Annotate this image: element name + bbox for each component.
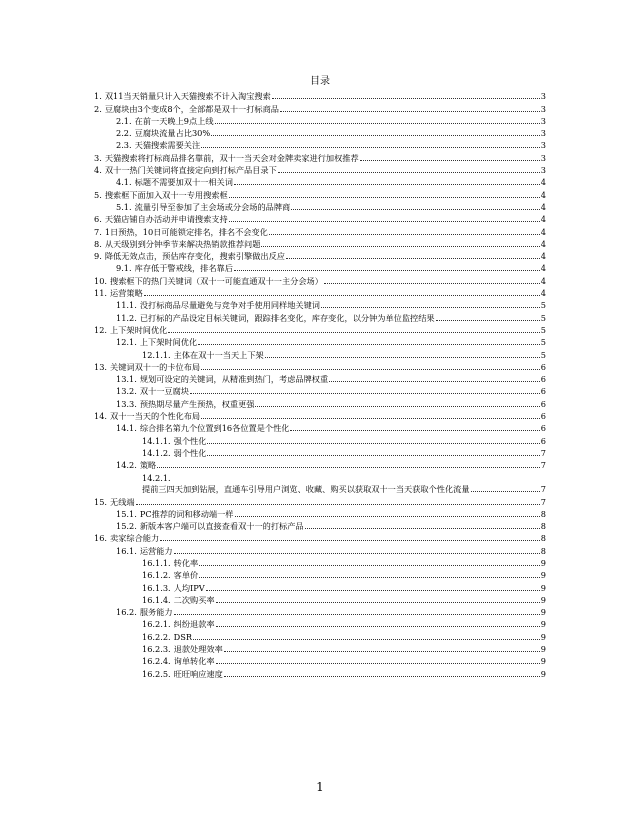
toc-entry-page: 5 <box>540 324 546 335</box>
toc-entry-page: 3 <box>540 103 546 114</box>
toc-entry-text: 天猫搜索需要关注 <box>134 140 201 151</box>
toc-leader-dots <box>234 270 540 271</box>
toc-entry-number: 16. <box>94 533 108 544</box>
toc-entry-page: 9 <box>540 557 546 568</box>
toc-entry[interactable] <box>94 471 546 495</box>
toc-entry[interactable] <box>94 238 546 250</box>
toc-leader-dots <box>216 663 540 664</box>
toc-entry-text: 客单价 <box>173 570 199 581</box>
toc-entry-page: 6 <box>540 361 546 372</box>
toc-entry-number: 2.3. <box>116 140 132 151</box>
toc-entry-number: 15.1. <box>116 508 137 519</box>
toc-entry-number: 11.1. <box>116 300 137 311</box>
toc-entry[interactable] <box>94 176 546 188</box>
toc-entry-number: 16.1.3. <box>142 582 171 593</box>
toc-entry-text: 主体在双十一当天上下架 <box>173 349 264 360</box>
toc-entry-page: 4 <box>540 177 546 188</box>
toc-leader-dots <box>201 418 540 419</box>
toc-entry[interactable] <box>94 225 546 237</box>
page-number: 1 <box>316 780 324 794</box>
toc-leader-dots <box>207 443 539 444</box>
toc-entry[interactable] <box>94 459 546 471</box>
toc-entry-number: 16.2.3. <box>142 644 171 655</box>
toc-entry-page: 9 <box>540 631 546 642</box>
toc-entry[interactable] <box>94 397 546 409</box>
toc-entry[interactable] <box>94 115 546 127</box>
toc-entry-text: 卖家综合能力 <box>110 533 160 544</box>
toc-entry-number: 16.1. <box>116 545 137 556</box>
toc-entry-text: 标题不需要加双十一相关词 <box>134 177 233 188</box>
toc-entry-page: 8 <box>540 533 546 544</box>
toc-leader-dots <box>321 307 540 308</box>
toc-entry-text: 策略 <box>139 460 157 471</box>
toc-entry-number: 2.2. <box>116 128 132 139</box>
toc-leader-dots <box>211 135 540 136</box>
toc-entry-page: 9 <box>540 582 546 593</box>
toc-entry[interactable] <box>94 655 546 667</box>
toc-entry[interactable] <box>94 274 546 286</box>
toc-entry-text: 提前三四天加到钻展，直通车引导用户浏览、收藏、购买以获取双十一当天获取个性化流量 <box>142 484 470 495</box>
toc-entry-text: 双11当天销量只计入天猫搜索不计入淘宝搜索 <box>104 91 271 102</box>
toc-leader-dots <box>290 430 539 431</box>
toc-leader-dots <box>280 111 540 112</box>
toc-entry-number: 12.1.1. <box>142 349 171 360</box>
toc-entry-text: PC推荐的词和移动端一样 <box>139 508 234 519</box>
toc-entry-number: 2. <box>94 103 102 114</box>
toc-entry-page: 4 <box>540 238 546 249</box>
toc-leader-dots <box>216 602 540 603</box>
toc-entry-number: 16.2. <box>116 607 137 618</box>
toc-entry-page: 8 <box>540 545 546 556</box>
toc-leader-dots <box>235 516 540 517</box>
toc-entry-text: 已打标的产品设定目标关键词，跟踪排名变化，库存变化，以分钟为单位监控结果 <box>139 312 435 323</box>
toc-entry[interactable] <box>94 324 546 336</box>
toc-entry-page: 6 <box>540 398 546 409</box>
toc-leader-dots <box>216 626 540 627</box>
toc-entry-page: 3 <box>540 165 546 176</box>
toc-entry-text: 豆腐块流量占比30% <box>134 128 211 139</box>
toc-entry[interactable] <box>94 287 546 299</box>
toc-entry[interactable] <box>94 385 546 397</box>
toc-entry-number: 13.3. <box>116 398 137 409</box>
toc-entry[interactable] <box>94 532 546 544</box>
toc-leader-dots <box>224 676 540 677</box>
toc-entry-number: 16.2.5. <box>142 668 171 679</box>
toc-entry-number: 4.1. <box>116 177 132 188</box>
toc-entry-page: 9 <box>540 594 546 605</box>
toc-entry-number: 2.1. <box>116 115 132 126</box>
toc-entry-page: 4 <box>540 251 546 262</box>
toc-entry[interactable] <box>94 618 546 630</box>
toc-entry-number: 12. <box>94 324 108 335</box>
toc-entry-text: 搜索框下面加入双十一专用搜索框 <box>104 189 228 200</box>
toc-entry-text: 弱个性化 <box>173 447 207 458</box>
toc-entry-number: 5. <box>94 189 102 200</box>
toc-entry-page: 9 <box>540 570 546 581</box>
toc-entry[interactable] <box>94 422 546 434</box>
toc-entry[interactable] <box>94 299 546 311</box>
toc-entry-page: 6 <box>540 423 546 434</box>
toc-leader-dots <box>229 221 540 222</box>
toc-entry-page: 6 <box>540 374 546 385</box>
toc-entry-page: 9 <box>540 619 546 630</box>
toc-leader-dots <box>471 491 540 492</box>
toc-leader-dots <box>436 320 540 321</box>
toc-entry-text: 询单转化率 <box>173 656 215 667</box>
toc-entry-text: 转化率 <box>173 557 199 568</box>
toc-entry[interactable] <box>94 373 546 385</box>
toc-entry[interactable] <box>94 348 546 360</box>
toc-entry-text: 搜索框下的热门关键词（双十一可能直通双十一主分会场） <box>110 275 323 286</box>
toc-entry-number: 11.2. <box>116 312 137 323</box>
toc-leader-dots <box>255 406 539 407</box>
toc-leader-dots <box>265 357 540 358</box>
toc-entry-number: 15. <box>94 496 108 507</box>
toc-entry-text: 人均IPV <box>173 582 205 593</box>
toc-leader-dots <box>215 123 540 124</box>
toc-entry-number: 16.1.4. <box>142 594 171 605</box>
toc-entry[interactable] <box>94 127 546 139</box>
toc-entry-text: 运营能力 <box>139 545 173 556</box>
toc-entry-page: 4 <box>540 263 546 274</box>
toc-entry-page: 9 <box>540 644 546 655</box>
toc-entry[interactable] <box>94 447 546 459</box>
toc-entry[interactable] <box>94 581 546 593</box>
toc-entry-text: 旺旺响应速度 <box>173 668 223 679</box>
toc-entry-text: 强个性化 <box>173 435 207 446</box>
toc-leader-dots <box>190 393 540 394</box>
toc-entry-text: 双十一豆腐块 <box>139 386 189 397</box>
toc-entry-page: 5 <box>540 300 546 311</box>
toc-entry-number: 16.2.1. <box>142 619 171 630</box>
toc-entry-number: 9.1. <box>116 263 132 274</box>
toc-entry-page: 7 <box>540 447 546 458</box>
toc-leader-dots <box>324 283 540 284</box>
toc-leader-dots <box>234 184 540 185</box>
toc-leader-dots <box>272 98 540 99</box>
toc-entry-text: 运营策略 <box>110 288 143 299</box>
toc-entry-number: 12.1. <box>116 337 137 348</box>
toc-entry-text: 天猫店铺自办活动并申请搜索支持 <box>104 214 228 225</box>
toc-entry-number: 8. <box>94 238 102 249</box>
toc-entry-text: 上下架时间优化 <box>110 324 168 335</box>
toc-entry-page: 3 <box>540 152 546 163</box>
toc-leader-dots <box>201 369 540 370</box>
toc-entry-number: 13.1. <box>116 374 137 385</box>
toc-entry-text: 上下架时间优化 <box>139 337 198 348</box>
toc-leader-dots <box>329 381 540 382</box>
toc-entry-text: 没打标商品尽量避免与竞争对手使用同样地关键词 <box>139 300 320 311</box>
toc-entry-text: 豆腐块由3个变成8个，全部都是双十一打标商品 <box>104 103 279 114</box>
toc-entry-page: 5 <box>540 312 546 323</box>
toc-entry-page: 6 <box>540 386 546 397</box>
toc-entry-page: 7 <box>540 484 546 495</box>
toc-entry-text: 1日预热，10日可能锁定排名，排名不会变化 <box>104 226 268 237</box>
toc-entry[interactable] <box>94 569 546 581</box>
toc-entry-text: 预热期尽量产生预热，权重更强 <box>139 398 255 409</box>
toc-entry[interactable] <box>94 311 546 323</box>
toc-entry-number: 9. <box>94 251 102 262</box>
toc-entry-text: 流量引导至参加了主会场或分会场的品牌商 <box>134 201 291 212</box>
toc-leader-dots <box>286 258 540 259</box>
toc-leader-dots <box>160 540 540 541</box>
toc-entry-text: 在前一天晚上9点上线 <box>134 115 214 126</box>
toc-leader-dots <box>206 590 540 591</box>
toc-entry[interactable] <box>94 164 546 176</box>
toc-entry[interactable] <box>94 520 546 532</box>
toc-leader-dots <box>198 344 540 345</box>
toc-entry[interactable] <box>94 139 546 151</box>
toc-entry[interactable] <box>94 606 546 618</box>
toc-entry-number: 7. <box>94 226 102 237</box>
toc-entry[interactable] <box>94 262 546 274</box>
toc-leader-dots <box>305 528 540 529</box>
toc-entry-number: 6. <box>94 214 102 225</box>
toc-leader-dots <box>229 197 540 198</box>
toc-leader-dots <box>199 577 540 578</box>
toc-entry[interactable] <box>94 90 546 102</box>
toc-entry[interactable] <box>94 151 546 163</box>
toc-entry[interactable] <box>94 434 546 446</box>
toc-entry-number: 16.2.4. <box>142 656 171 667</box>
toc-entry-text: 双十一热门关键词将直接定向到打标产品目录下 <box>104 165 277 176</box>
toc-entry-text: 服务能力 <box>139 607 173 618</box>
toc-entry-number: 4. <box>94 165 102 176</box>
toc-entry-page: 8 <box>540 508 546 519</box>
toc-entry-page: 4 <box>540 189 546 200</box>
toc-entry[interactable] <box>94 250 546 262</box>
toc-entry-text: 天猫搜索将打标商品排名靠前，双十一当天会对金牌卖家进行加权推荐 <box>104 152 359 163</box>
toc-leader-dots <box>144 295 540 296</box>
toc-entry[interactable] <box>94 643 546 655</box>
toc-entry-text: 库存低于警戒线，排名靠后 <box>134 263 233 274</box>
toc-entry[interactable] <box>94 361 546 373</box>
toc-entry-text: 关键词双十一的卡位布局 <box>110 361 201 372</box>
toc-leader-dots <box>224 651 540 652</box>
toc-entry-page: 7 <box>540 460 546 471</box>
toc-entry-page: 4 <box>540 214 546 225</box>
toc-entry-number: 16.2.2. <box>142 631 171 642</box>
toc-entry-number: 5.1. <box>116 201 132 212</box>
toc-leader-dots <box>193 639 540 640</box>
toc-entry-text: 退款处理效率 <box>173 644 223 655</box>
toc-leader-dots <box>174 553 540 554</box>
toc-title: 目录 <box>310 76 330 87</box>
toc-entry[interactable] <box>94 594 546 606</box>
toc-entry-number: 13. <box>94 361 108 372</box>
toc-entry[interactable] <box>94 667 546 679</box>
toc-entry[interactable] <box>94 410 546 422</box>
toc-entry-number: 1. <box>94 91 102 102</box>
toc-entry[interactable] <box>94 495 546 507</box>
toc-entry-text: 二次购买率 <box>173 594 215 605</box>
toc-entry[interactable] <box>94 557 546 569</box>
toc-entry-page: 3 <box>540 140 546 151</box>
toc-leader-dots <box>199 565 540 566</box>
toc-entry-page: 9 <box>540 656 546 667</box>
toc-entry-page: 3 <box>540 115 546 126</box>
toc-entry-page: 5 <box>540 349 546 360</box>
toc-entry-page: 4 <box>540 226 546 237</box>
toc-entry-page: 9 <box>540 668 546 679</box>
toc-entry-page: 3 <box>540 91 546 102</box>
toc-entry-text: DSR <box>173 631 192 642</box>
toc-entry-number: 14.1.1. <box>142 435 171 446</box>
toc-entry[interactable] <box>94 213 546 225</box>
toc-entry-number: 13.2. <box>116 386 137 397</box>
toc-entry-number: 14.1.2. <box>142 447 171 458</box>
toc-leader-dots <box>360 160 540 161</box>
toc-entry-text: 双十一当天的个性化布局 <box>110 411 201 422</box>
toc-entry-number: 16.1.2. <box>142 570 171 581</box>
toc-entry-number: 3. <box>94 152 102 163</box>
toc-entry-page: 9 <box>540 607 546 618</box>
toc-leader-dots <box>269 234 540 235</box>
toc-leader-dots <box>291 209 540 210</box>
toc-entry-text: 纠纷退款率 <box>173 619 215 630</box>
toc-entry-page: 5 <box>540 337 546 348</box>
toc-entry-number: 11. <box>94 288 108 299</box>
toc-entry[interactable] <box>94 102 546 114</box>
toc-entry[interactable] <box>94 508 546 520</box>
toc-entry-page: 4 <box>540 275 546 286</box>
toc-entry[interactable] <box>94 630 546 642</box>
toc-entry-text: 新版本客户端可以直接查看双十一的打标产品 <box>139 521 304 532</box>
toc-entry-number: 14.2.1. <box>142 473 171 484</box>
toc-entry-page: 4 <box>540 288 546 299</box>
toc-entry-text: 无线端 <box>110 496 135 507</box>
toc-entry-text: 降低无效点击，预估库存变化，搜索引擎做出反应 <box>104 251 285 262</box>
toc-entry-number: 16.1.1. <box>142 557 171 568</box>
toc-entry-page: 7 <box>540 496 546 507</box>
toc-leader-dots <box>261 246 539 247</box>
toc-entry-page: 8 <box>540 521 546 532</box>
toc-entry[interactable] <box>94 336 546 348</box>
toc-entry[interactable] <box>94 544 546 556</box>
toc-entry-number: 10. <box>94 275 108 286</box>
toc-entry-page: 6 <box>540 411 546 422</box>
toc-leader-dots <box>136 504 540 505</box>
toc-entry[interactable] <box>94 201 546 213</box>
toc-entry-page: 4 <box>540 201 546 212</box>
toc-entry-number: 14. <box>94 411 108 422</box>
toc-entry[interactable] <box>94 188 546 200</box>
toc-entry-text: 综合排名第九个位置到16各位置是个性化 <box>139 423 290 434</box>
toc-entry-number: 15.2. <box>116 521 137 532</box>
toc-leader-dots <box>157 467 540 468</box>
toc-entry-number: 14.2. <box>116 460 137 471</box>
toc-entry-page: 3 <box>540 128 546 139</box>
toc-leader-dots <box>207 455 539 456</box>
toc-entry-text: 从天级别到分钟季节来解决热销款推荐问题 <box>104 238 261 249</box>
toc-entry-number: 14.1. <box>116 423 137 434</box>
toc-entry-text: 规划可设定的关键词，从精准到热门，考虑品牌权重 <box>139 374 329 385</box>
toc-list <box>94 90 546 680</box>
toc-leader-dots <box>278 172 540 173</box>
toc-leader-dots <box>174 614 540 615</box>
toc-entry-page: 6 <box>540 435 546 446</box>
toc-leader-dots <box>201 147 540 148</box>
toc-leader-dots <box>168 332 539 333</box>
